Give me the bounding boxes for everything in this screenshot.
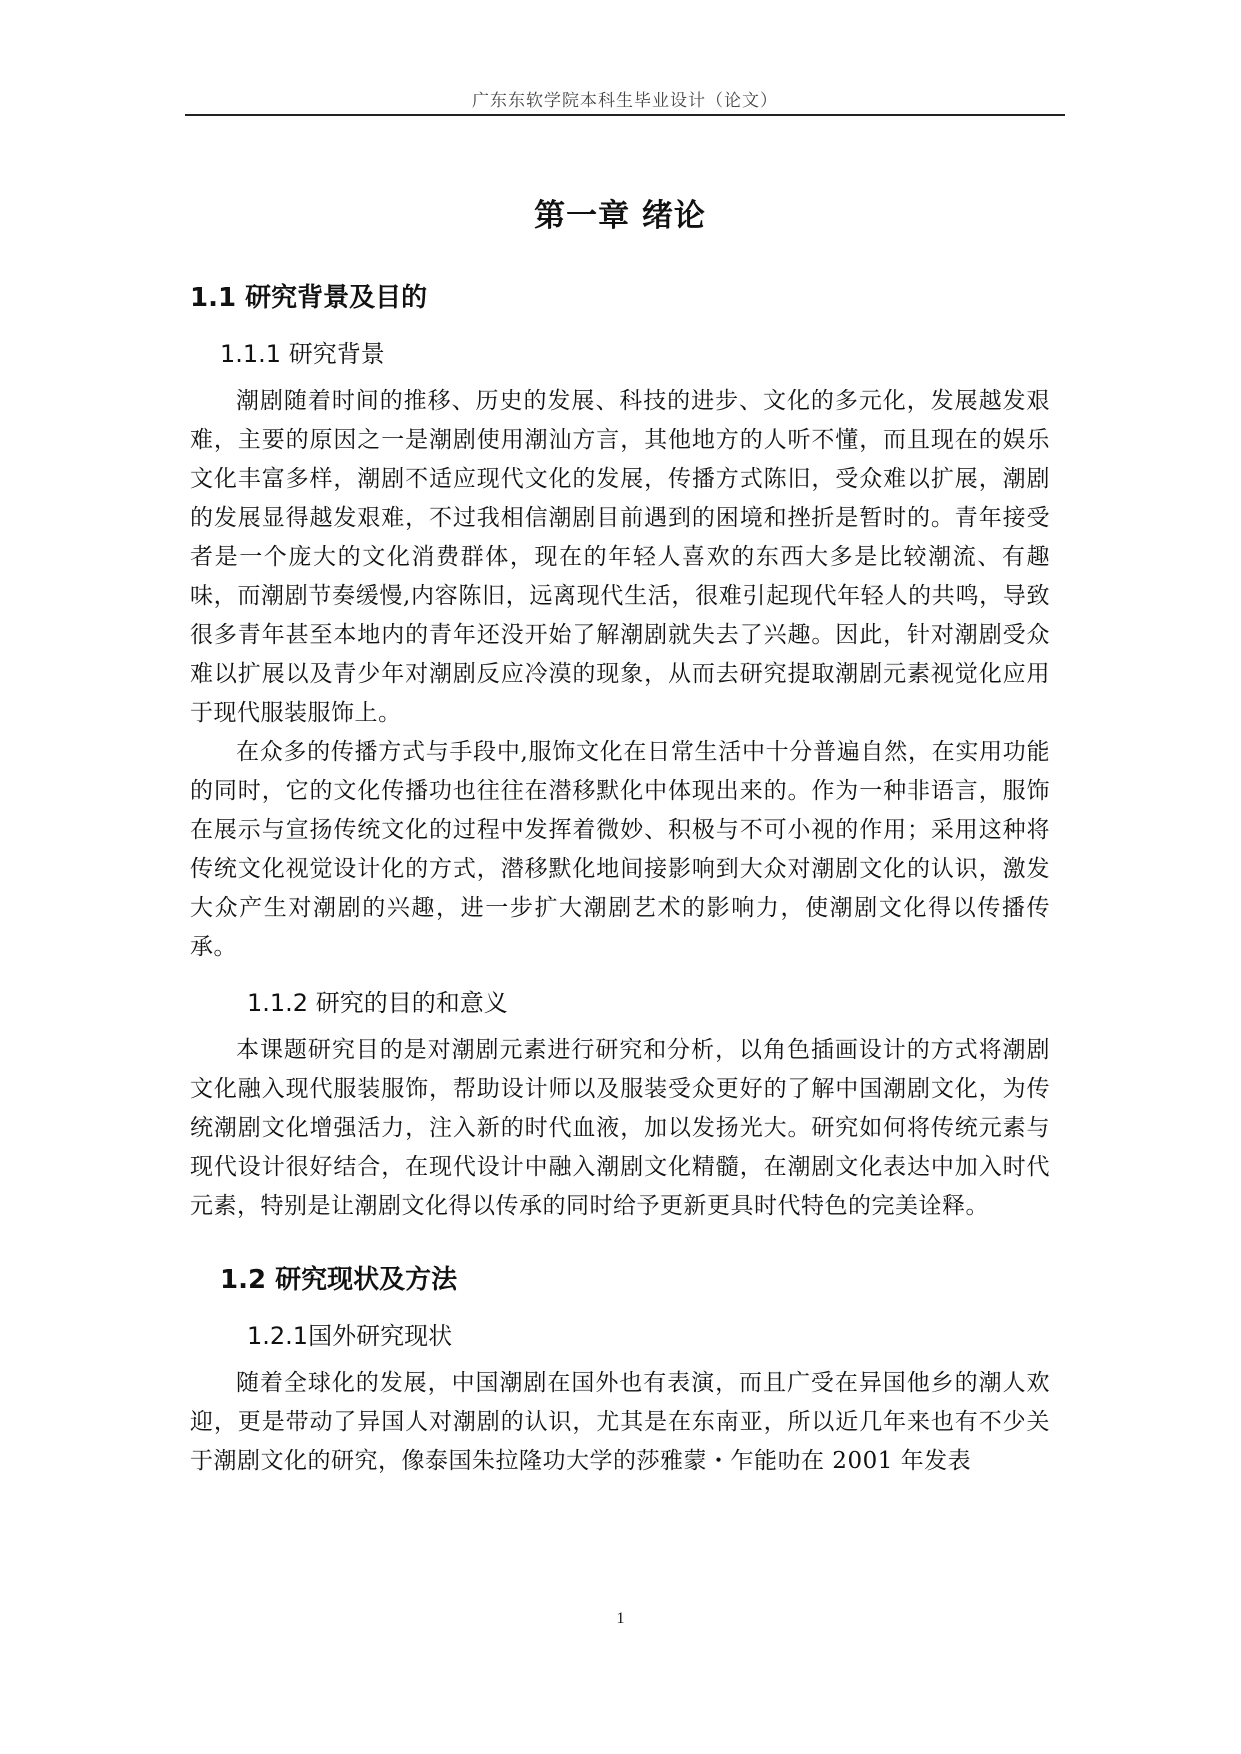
paragraph-1-2-1-a: 随着全球化的发展，中国潮剧在国外也有表演，而且广受在异国他乡的潮人欢迎，更是带动了异国人对潮剧的认识，尤其是在东南亚，所以近几年来也有不少关于潮剧文化的研究，像泰国朱拉隆功大学的莎雅蒙・乍能叻在 2001 年发表 (190, 1370, 1050, 1474)
page-content (190, 178, 1050, 1481)
running-header: 广东东软学院本科生毕业设计（论文） (472, 91, 778, 111)
paragraph-1-1-1-b: 在众多的传播方式与手段中,服饰文化在日常生活中十分普遍自然，在实用功能的同时，它的文化传播功也往往在潜移默化中体现出来的。作为一种非语言，服饰在展示与宣扬传统文化的过程中发挥着微妙、积极与不可小视的作用；采用这种将传统文化视觉设计化的方式，潜移默化地间接影响到大众对潮剧文化的认识，激发大众产生对潮剧的兴趣，进一步扩大潮剧艺术的影响力，使潮剧文化得以传播传承。 (190, 739, 1050, 960)
page-number: 1 (616, 1610, 625, 1627)
subsection-heading-1-1-1: 1.1.1 研究背景 (220, 340, 385, 368)
section-heading-1-2: 1.2 研究现状及方法 (220, 1265, 458, 1295)
subsection-heading-1-1-2: 1.1.2 研究的目的和意义 (247, 989, 508, 1017)
paragraph-1-1-2-a: 本课题研究目的是对潮剧元素进行研究和分析，以角色插画设计的方式将潮剧文化融入现代服装服饰，帮助设计师以及服装受众更好的了解中国潮剧文化，为传统潮剧文化增强活力，注入新的时代血液，加以发扬光大。研究如何将传统元素与现代设计很好结合，在现代设计中融入潮剧文化精髓，在潮剧文化表达中加入时代元素，特别是让潮剧文化得以传承的同时给予更新更具时代特色的完美诠释。 (190, 1037, 1050, 1219)
header-rule (185, 114, 1065, 116)
section-heading-1-1: 1.1 研究背景及目的 (190, 283, 428, 313)
paragraph-1-1-1-a: 潮剧随着时间的推移、历史的发展、科技的进步、文化的多元化，发展越发艰难，主要的原因之一是潮剧使用潮汕方言，其他地方的人听不懂，而且现在的娱乐文化丰富多样，潮剧不适应现代文化的发展，传播方式陈旧，受众难以扩展，潮剧的发展显得越发艰难，不过我相信潮剧目前遇到的困境和挫折是暂时的。青年接受者是一个庞大的文化消费群体，现在的年轻人喜欢的东西大多是比较潮流、有趣味，而潮剧节奏缓慢,内容陈旧，远离现代生活，很难引起现代年轻人的共鸣，导致很多青年甚至本地内的青年还没开始了解潮剧就失去了兴趣。因此，针对潮剧受众难以扩展以及青少年对潮剧反应冷漠的现象，从而去研究提取潮剧元素视觉化应用于现代服装服饰上。 (190, 388, 1050, 726)
chapter-title: 第一章 绪论 (534, 198, 706, 234)
subsection-heading-1-2-1: 1.2.1国外研究现状 (247, 1322, 453, 1350)
